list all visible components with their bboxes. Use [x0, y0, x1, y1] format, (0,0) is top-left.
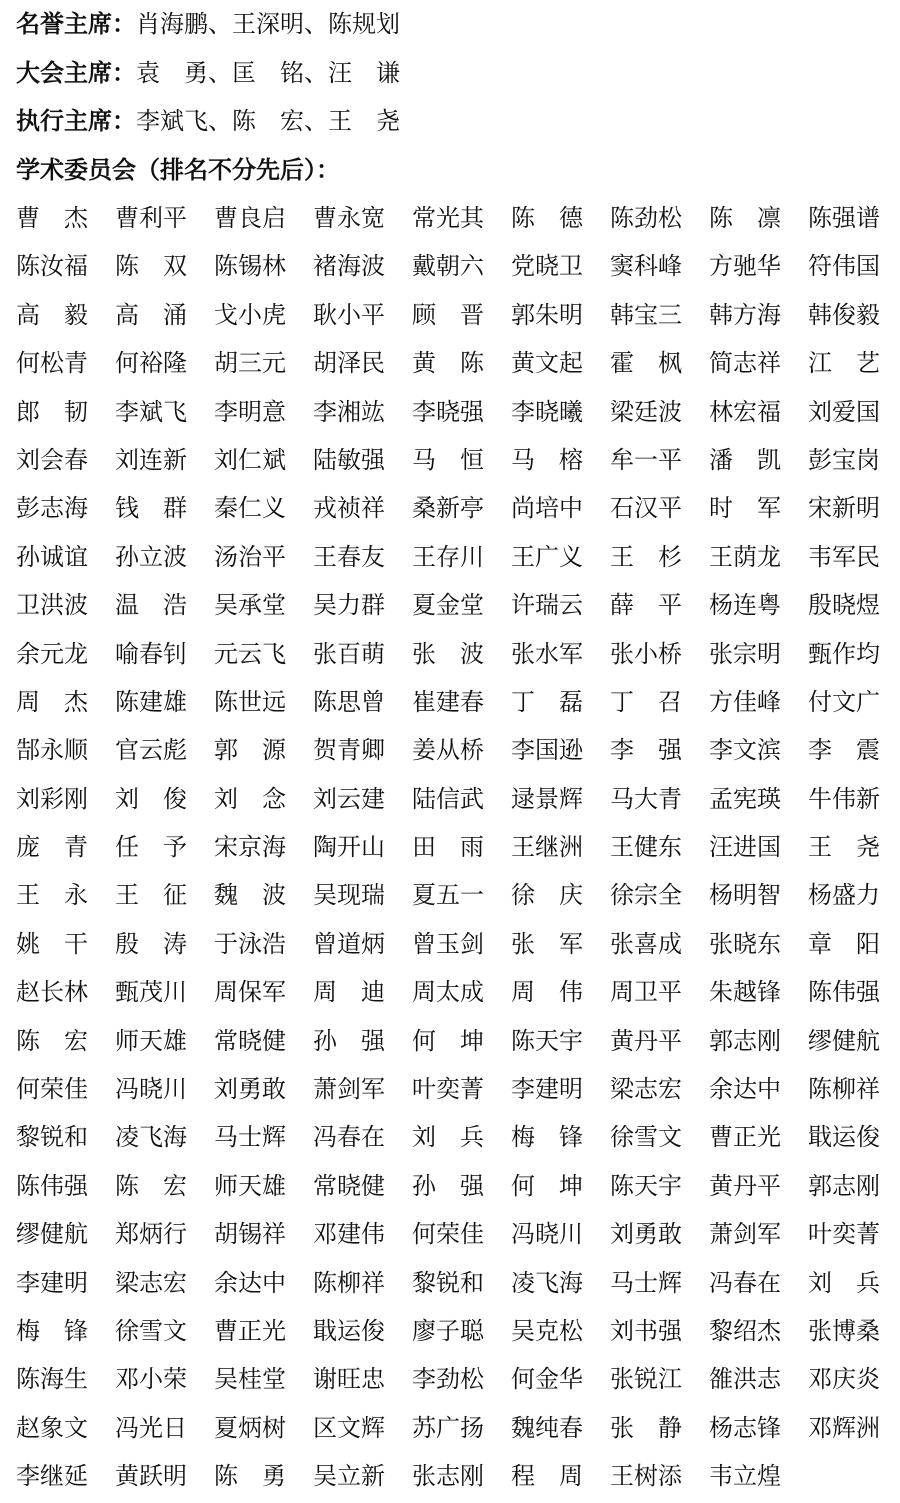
committee-member: 陈建雄 [115, 687, 187, 716]
committee-member: 黎锐和 [412, 1268, 484, 1297]
committee-member: 何裕隆 [115, 349, 187, 378]
committee-member: 夏金堂 [412, 591, 484, 620]
committee-member: 符伟国 [808, 252, 880, 281]
committee-member: 吴承堂 [214, 591, 286, 620]
committee-member: 李文滨 [709, 736, 781, 765]
committee-member: 何松青 [16, 349, 88, 378]
committee-member: 喻春钊 [115, 639, 187, 668]
committee-member: 张 军 [511, 929, 583, 958]
committee-member: 李斌飞 [115, 397, 187, 426]
committee-member: 王 杉 [610, 542, 682, 571]
committee-member: 彭志海 [16, 494, 88, 523]
committee-member: 崔建春 [412, 687, 484, 716]
committee-member: 程 周 [511, 1462, 583, 1491]
committee-member: 黄跃明 [115, 1462, 187, 1491]
committee-member: 朱越锋 [709, 978, 781, 1007]
committee-member: 周保军 [214, 978, 286, 1007]
committee-member: 方佳峰 [709, 687, 781, 716]
committee-member: 吴立新 [313, 1462, 385, 1491]
committee-member: 黄 陈 [412, 349, 484, 378]
committee-member: 陈 宏 [16, 1026, 88, 1055]
committee-member: 何 坤 [412, 1026, 484, 1055]
committee-member: 江 艺 [808, 349, 880, 378]
committee-member: 郭 源 [214, 736, 286, 765]
committee-member: 陈柳祥 [808, 1075, 880, 1104]
committee-member: 何金华 [511, 1365, 583, 1394]
committee-member: 王 尧 [808, 833, 880, 862]
committee-member: 曹正光 [214, 1316, 286, 1345]
committee-member: 逯景辉 [511, 784, 583, 813]
honorary-chair-names: 肖海鹏、王深明、陈规划 [136, 10, 400, 38]
committee-member: 甄作均 [808, 639, 880, 668]
committee-member: 冯春在 [313, 1123, 385, 1152]
committee-member: 殷 涛 [115, 929, 187, 958]
committee-member: 王广义 [511, 542, 583, 571]
committee-member: 周 迪 [313, 978, 385, 1007]
committee-member: 郭朱明 [511, 300, 583, 329]
committee-member: 曹 杰 [16, 204, 88, 232]
committee-member: 梅 锋 [16, 1316, 88, 1345]
committee-member: 吴桂堂 [214, 1365, 286, 1394]
committee-member: 叶奕菁 [412, 1075, 484, 1104]
committee-member: 王春友 [313, 542, 385, 571]
committee-member: 党晓卫 [511, 252, 583, 281]
committee-member: 周 杰 [16, 687, 88, 716]
committee-member: 曹良启 [214, 204, 286, 232]
committee-member: 李国逊 [511, 736, 583, 765]
committee-member: 张小桥 [610, 639, 682, 668]
committee-member: 梁志宏 [610, 1075, 682, 1104]
committee-member: 孙诚谊 [16, 542, 88, 571]
committee-member: 何 坤 [511, 1171, 583, 1200]
committee-member: 徐宗全 [610, 881, 682, 910]
committee-member: 常晓健 [313, 1171, 385, 1200]
committee-member: 李建明 [511, 1075, 583, 1104]
committee-member: 陈 凛 [709, 204, 781, 232]
committee-member: 余达中 [214, 1268, 286, 1297]
committee-member: 顾 晋 [412, 300, 484, 329]
committee-member: 何荣佳 [16, 1075, 88, 1104]
committee-member: 刘 兵 [808, 1268, 880, 1297]
committee-member: 王树添 [610, 1462, 682, 1491]
committee-member: 徐 庆 [511, 881, 583, 910]
committee-member: 魏纯春 [511, 1413, 583, 1442]
committee-member: 凌飞海 [115, 1123, 187, 1152]
committee-member: 陈 双 [115, 252, 187, 281]
committee-member: 尚培中 [511, 494, 583, 523]
committee-member: 曾玉剑 [412, 929, 484, 958]
committee-member: 冯光日 [115, 1413, 187, 1442]
committee-member: 郭志刚 [808, 1171, 880, 1200]
committee-member: 陈海生 [16, 1365, 88, 1394]
committee-member: 于泳浩 [214, 929, 286, 958]
executive-chair-row [16, 101, 400, 141]
committee-member: 徐雪文 [115, 1316, 187, 1345]
committee-member: 马大青 [610, 784, 682, 813]
committee-member: 李明意 [214, 397, 286, 426]
committee-member: 曹正光 [709, 1123, 781, 1152]
committee-member: 邓建伟 [313, 1220, 385, 1249]
committee-member: 李晓强 [412, 397, 484, 426]
committee-member: 刘云建 [313, 784, 385, 813]
committee-member: 马 榕 [511, 445, 583, 474]
committee-member: 梅 锋 [511, 1123, 583, 1152]
committee-member: 刘爱国 [808, 397, 880, 426]
committee-member: 陈思曾 [313, 687, 385, 716]
committee-member: 简志祥 [709, 349, 781, 378]
committee-member: 魏 波 [214, 881, 286, 910]
committee-member: 区文辉 [313, 1413, 385, 1442]
committee-member: 陈伟强 [16, 1171, 88, 1200]
committee-member: 潘 凯 [709, 445, 781, 474]
committee-member: 田 雨 [412, 833, 484, 862]
committee-member: 卫洪波 [16, 591, 88, 620]
committee-member: 曹永宽 [313, 204, 385, 232]
committee-member: 吴克松 [511, 1316, 583, 1345]
committee-member: 甄茂川 [115, 978, 187, 1007]
committee-member: 韦军民 [808, 542, 880, 571]
committee-member: 陆信武 [412, 784, 484, 813]
committee-member: 赵象文 [16, 1413, 88, 1442]
committee-member: 汤治平 [214, 542, 286, 571]
committee-member: 萧剑军 [313, 1075, 385, 1104]
committee-member: 陈强谱 [808, 204, 880, 232]
committee-member: 王 征 [115, 881, 187, 910]
committee-member: 郑炳行 [115, 1220, 187, 1249]
committee-member: 黄丹平 [709, 1171, 781, 1200]
committee-member: 郭志刚 [709, 1026, 781, 1055]
committee-member: 陈天宇 [511, 1026, 583, 1055]
committee-member: 戢运俊 [313, 1316, 385, 1345]
committee-member: 徐雪文 [610, 1123, 682, 1152]
committee-member: 戎祯祥 [313, 494, 385, 523]
conference-chair-names: 袁 勇、匡 铭、汪 谦 [136, 59, 400, 87]
committee-member: 刘 念 [214, 784, 286, 813]
committee-member: 郎 韧 [16, 397, 88, 426]
conference-chair-label: 大会主席： [16, 59, 136, 87]
committee-member: 刘仁斌 [214, 445, 286, 474]
committee-member: 赵长林 [16, 978, 88, 1007]
committee-member: 王存川 [412, 542, 484, 571]
committee-member: 师天雄 [214, 1171, 286, 1200]
committee-member: 刘 俊 [115, 784, 187, 813]
committee-member: 萧剑军 [709, 1220, 781, 1249]
committee-member: 冯晓川 [115, 1075, 187, 1104]
committee-member: 庞 青 [16, 833, 88, 862]
committee-member: 张晓东 [709, 929, 781, 958]
committee-member: 李晓曦 [511, 397, 583, 426]
committee-member: 张锐江 [610, 1365, 682, 1394]
committee-member: 邓庆炎 [808, 1365, 880, 1394]
committee-member: 孟宪瑛 [709, 784, 781, 813]
committee-member: 谢旺忠 [313, 1365, 385, 1394]
committee-member: 牟一平 [610, 445, 682, 474]
committee-member: 陈汝福 [16, 252, 88, 281]
committee-member: 黎锐和 [16, 1123, 88, 1152]
committee-member: 戢运俊 [808, 1123, 880, 1152]
committee-member: 李劲松 [412, 1365, 484, 1394]
committee-member: 陈天宇 [610, 1171, 682, 1200]
committee-member: 牛伟新 [808, 784, 880, 813]
committee-member: 何荣佳 [412, 1220, 484, 1249]
committee-member: 李 震 [808, 736, 880, 765]
committee-member: 夏五一 [412, 881, 484, 910]
committee-member: 贺青卿 [313, 736, 385, 765]
committee-member: 秦仁义 [214, 494, 286, 523]
committee-member: 陶开山 [313, 833, 385, 862]
committee-member: 姜从桥 [412, 736, 484, 765]
committee-member: 元云飞 [214, 639, 286, 668]
committee-member: 胡泽民 [313, 349, 385, 378]
committee-member: 杨连粤 [709, 591, 781, 620]
committee-member: 刘 兵 [412, 1123, 484, 1152]
committee-member: 霍 枫 [610, 349, 682, 378]
committee-member: 官云彪 [115, 736, 187, 765]
committee-member: 马士辉 [610, 1268, 682, 1297]
committee-member: 陈柳祥 [313, 1268, 385, 1297]
committee-member: 陈 勇 [214, 1462, 286, 1491]
committee-member: 黄文起 [511, 349, 583, 378]
committee-member: 周太成 [412, 978, 484, 1007]
committee-member: 林宏福 [709, 397, 781, 426]
committee-member: 冯晓川 [511, 1220, 583, 1249]
committee-member: 余达中 [709, 1075, 781, 1104]
committee-member: 陈劲松 [610, 204, 682, 232]
committee-member: 韩俊毅 [808, 300, 880, 329]
committee-member: 戈小虎 [214, 300, 286, 329]
committee-member: 丁 磊 [511, 687, 583, 716]
committee-member: 章 阳 [808, 929, 880, 958]
committee-member: 孙 强 [313, 1026, 385, 1055]
executive-chair-names: 李斌飞、陈 宏、王 尧 [136, 107, 400, 135]
committee-member: 窦科峰 [610, 252, 682, 281]
committee-member: 戴朝六 [412, 252, 484, 281]
committee-member: 宋新明 [808, 494, 880, 523]
committee-member: 马士辉 [214, 1123, 286, 1152]
committee-member: 丁 召 [610, 687, 682, 716]
committee-member: 刘彩刚 [16, 784, 88, 813]
committee-member: 黎绍杰 [709, 1316, 781, 1345]
committee-member: 陈伟强 [808, 978, 880, 1007]
committee-title: 学术委员会（排名不分先后）： [16, 156, 340, 184]
committee-member: 石汉平 [610, 494, 682, 523]
committee-member: 师天雄 [115, 1026, 187, 1055]
committee-member: 温 浩 [115, 591, 187, 620]
committee-member: 孙 强 [412, 1171, 484, 1200]
committee-member: 曾道炳 [313, 929, 385, 958]
committee-member: 周 伟 [511, 978, 583, 1007]
committee-member: 缪健航 [808, 1026, 880, 1055]
committee-member: 张博桑 [808, 1316, 880, 1345]
committee-member: 张宗明 [709, 639, 781, 668]
committee-member: 王荫龙 [709, 542, 781, 571]
committee-member-grid [16, 194, 896, 1501]
committee-member: 陆敏强 [313, 445, 385, 474]
committee-member: 周卫平 [610, 978, 682, 1007]
committee-member: 耿小平 [313, 300, 385, 329]
committee-member: 时 军 [709, 494, 781, 523]
committee-member: 任 予 [115, 833, 187, 862]
committee-member: 高 毅 [16, 300, 88, 329]
committee-member: 付文广 [808, 687, 880, 716]
committee-member: 吴力群 [313, 591, 385, 620]
committee-member: 刘勇敢 [610, 1220, 682, 1249]
committee-member: 张 波 [412, 639, 484, 668]
committee-member: 宋京海 [214, 833, 286, 862]
committee-member: 胡锡祥 [214, 1220, 286, 1249]
committee-member: 殷晓煜 [808, 591, 880, 620]
committee-member: 刘会春 [16, 445, 88, 474]
committee-member: 胡三元 [214, 349, 286, 378]
committee-member: 孙立波 [115, 542, 187, 571]
committee-member: 薛 平 [610, 591, 682, 620]
committee-member: 李继延 [16, 1462, 88, 1491]
committee-member: 缪健航 [16, 1220, 88, 1249]
committee-member: 方驰华 [709, 252, 781, 281]
committee-member: 桑新亭 [412, 494, 484, 523]
committee-member: 邓辉洲 [808, 1413, 880, 1442]
committee-member: 高 涌 [115, 300, 187, 329]
committee-member: 杨盛力 [808, 881, 880, 910]
committee-member: 冯春在 [709, 1268, 781, 1297]
committee-member: 韩方海 [709, 300, 781, 329]
committee-member: 李建明 [16, 1268, 88, 1297]
committee-member: 廖子聪 [412, 1316, 484, 1345]
committee-member: 余元龙 [16, 639, 88, 668]
committee-member: 陈 德 [511, 204, 583, 232]
committee-member: 杨志锋 [709, 1413, 781, 1442]
committee-member: 李湘竑 [313, 397, 385, 426]
committee-member: 苏广扬 [412, 1413, 484, 1442]
committee-member: 韦立煌 [709, 1462, 781, 1491]
committee-member: 马 恒 [412, 445, 484, 474]
committee-member: 陈锡林 [214, 252, 286, 281]
committee-member: 刘勇敢 [214, 1075, 286, 1104]
committee-member: 陈 宏 [115, 1171, 187, 1200]
committee-member: 叶奕菁 [808, 1220, 880, 1249]
committee-member: 韩宝三 [610, 300, 682, 329]
committee-member: 梁廷波 [610, 397, 682, 426]
committee-member: 雒洪志 [709, 1365, 781, 1394]
committee-member: 王 永 [16, 881, 88, 910]
committee-member: 梁志宏 [115, 1268, 187, 1297]
committee-member: 王继洲 [511, 833, 583, 862]
committee-member: 李 强 [610, 736, 682, 765]
honorary-chair-label: 名誉主席： [16, 10, 136, 38]
committee-member: 张志刚 [412, 1462, 484, 1491]
committee-member: 钱 群 [115, 494, 187, 523]
committee-member: 曹利平 [115, 204, 187, 232]
committee-member: 夏炳树 [214, 1413, 286, 1442]
conference-chair-row [16, 53, 400, 93]
committee-member: 姚 干 [16, 929, 88, 958]
committee-member: 张喜成 [610, 929, 682, 958]
committee-member: 张 静 [610, 1413, 682, 1442]
committee-member: 吴现瑞 [313, 881, 385, 910]
committee-member: 褚海波 [313, 252, 385, 281]
committee-member: 黄丹平 [610, 1026, 682, 1055]
committee-member: 张水军 [511, 639, 583, 668]
committee-member: 许瑞云 [511, 591, 583, 620]
committee-member: 常晓健 [214, 1026, 286, 1055]
committee-member: 陈世远 [214, 687, 286, 716]
committee-member: 彭宝岗 [808, 445, 880, 474]
committee-member: 杨明智 [709, 881, 781, 910]
committee-member: 凌飞海 [511, 1268, 583, 1297]
committee-member: 邓小荣 [115, 1365, 187, 1394]
executive-chair-label: 执行主席： [16, 107, 136, 135]
committee-member: 郜永顺 [16, 736, 88, 765]
committee-member: 张百萌 [313, 639, 385, 668]
committee-member: 王健东 [610, 833, 682, 862]
committee-member: 刘连新 [115, 445, 187, 474]
committee-member: 汪进国 [709, 833, 781, 862]
committee-member: 刘书强 [610, 1316, 682, 1345]
honorary-chair-row [16, 4, 400, 44]
committee-member: 常光其 [412, 204, 484, 232]
